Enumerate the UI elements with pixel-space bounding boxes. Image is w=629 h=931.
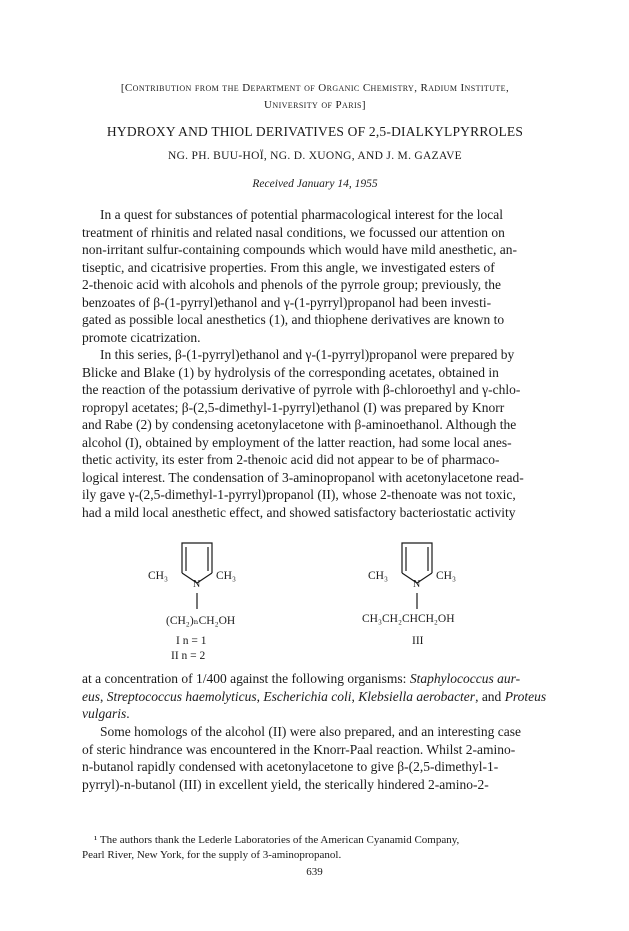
compound-label-II: II n = 2	[171, 650, 206, 662]
text-line: promote cicatrization.	[82, 329, 201, 345]
text-line: Some homologs of the alcohol (II) were also prepared, and an interesting case	[100, 724, 521, 739]
contribution-header	[70, 80, 560, 114]
text-line: benzoates of β-(1-pyrryl)ethanol and γ-(1-pyrryl)propanol had been investi-	[82, 294, 492, 310]
pyrrole-ring-icon	[140, 535, 280, 595]
bond-line	[413, 593, 423, 613]
methyl-left: CH₃	[148, 570, 168, 582]
text-line: had a mild local anesthetic effect, and showed satisfactory bacteriostatic activity	[82, 504, 516, 520]
footnote	[82, 833, 548, 863]
text-line: ropropyl acetates; β-(2,5-dimethyl-1-pyrryl)ethanol (I) was prepared by Knorr	[82, 399, 505, 415]
methyl-right: CH₃	[436, 570, 456, 582]
article-title: HYDROXY AND THIOL DERIVATIVES OF 2,5-DIALKYLPYRROLES	[106, 124, 524, 139]
footnote-line: Pearl River, New York, for the supply of 3-aminopropanol.	[82, 849, 342, 861]
nitrogen-label: N	[193, 579, 201, 590]
methyl-left: CH₃	[368, 570, 388, 582]
text-line: of steric hindrance was encountered in the Knorr-Paal reaction. Whilst 2-amino-	[82, 741, 516, 757]
text-line: n-butanol rapidly condensed with acetonylacetone to give β-(2,5-dimethyl-1-	[82, 759, 499, 775]
text-line: thetic activity, its ester from 2-thenoic acid did not appear to be of pharmaco-	[82, 452, 500, 468]
text-line: eus, Streptococcus haemolyticus, Escherichia coli, Klebsiella aerobacter, and Proteus	[82, 688, 547, 704]
compound-label-III: III	[412, 635, 424, 647]
text-line: pyrryl)-n-butanol (III) in excellent yield, the sterically hindered 2-amino-2-	[82, 776, 489, 792]
text-line: and Rabe (2) by condensing acetonylacetone with β-aminoethanol. Although the	[82, 417, 517, 433]
text-line: 2-thenoic acid with alcohols and phenols of the pyrrole group; previously, the	[82, 277, 502, 293]
text-line: treatment of rhinitis and related nasal conditions, we focussed our attention on	[82, 224, 505, 240]
structure-III	[340, 535, 520, 645]
text-line: In a quest for substances of potential pharmacological interest for the local	[100, 207, 503, 222]
text-line: gated as possible local anesthetics (1), and thiophene derivatives are known to	[82, 312, 505, 328]
text-line: non-irritant sulfur-containing compounds which would have mild anesthetic, an-	[82, 242, 517, 258]
paragraph-2	[82, 346, 548, 521]
paragraph-1	[82, 206, 548, 346]
contribution-line-2: University of Paris]	[264, 99, 366, 111]
text-line: logical interest. The condensation of 3-aminopropanol with acetonylacetone read-	[82, 469, 524, 485]
text-line: tiseptic, and cicatrisive properties. From this angle, we investigated esters of	[82, 259, 495, 275]
bond-line	[193, 593, 203, 613]
received-date: Received January 14, 1955	[252, 178, 378, 190]
compound-label-I: I n = 1	[176, 635, 207, 647]
nitrogen-label: N	[413, 579, 421, 590]
text-line: Blicke and Blake (1) by hydrolysis of the corresponding acetates, obtained in	[82, 364, 499, 380]
authors: NG. PH. BUU-HOÏ, NG. D. XUONG, AND J. M. GAZAVE	[167, 150, 463, 162]
structure-I-II	[140, 535, 280, 662]
pyrrole-ring-icon	[340, 535, 520, 595]
contribution-line-1: [Contribution from the Department of Organic Chemistry, Radium Institute,	[120, 82, 510, 94]
footnote-line: ¹ The authors thank the Lederle Laboratories of the American Cyanamid Company,	[94, 834, 460, 846]
text-line: vulgaris.	[82, 706, 130, 722]
text-line: the reaction of the potassium derivative of pyrrole with β-chloroethyl and γ-chlo-	[82, 382, 521, 398]
text-line: at a concentration of 1/400 against the following organisms: Staphylococcus aur-	[82, 671, 521, 686]
text-line: In this series, β-(1-pyrryl)ethanol and γ-(1-pyrryl)propanol were prepared by	[100, 347, 515, 362]
text-line: alcohol (I), obtained by employment of the latter reaction, had some local anes-	[82, 434, 512, 450]
side-chain-label: (CH₂)ₙCH₂OH	[166, 615, 236, 627]
page-number: 639	[306, 866, 323, 878]
paragraph-4	[82, 723, 548, 793]
text-line: ily gave γ-(2,5-dimethyl-1-pyrryl)propanol (II), whose 2-thenoate was not toxic,	[82, 487, 516, 503]
methyl-right: CH₃	[216, 570, 236, 582]
paragraph-3	[82, 670, 548, 723]
side-chain-label: CH₃CH₂CHCH₂OH	[362, 613, 455, 625]
